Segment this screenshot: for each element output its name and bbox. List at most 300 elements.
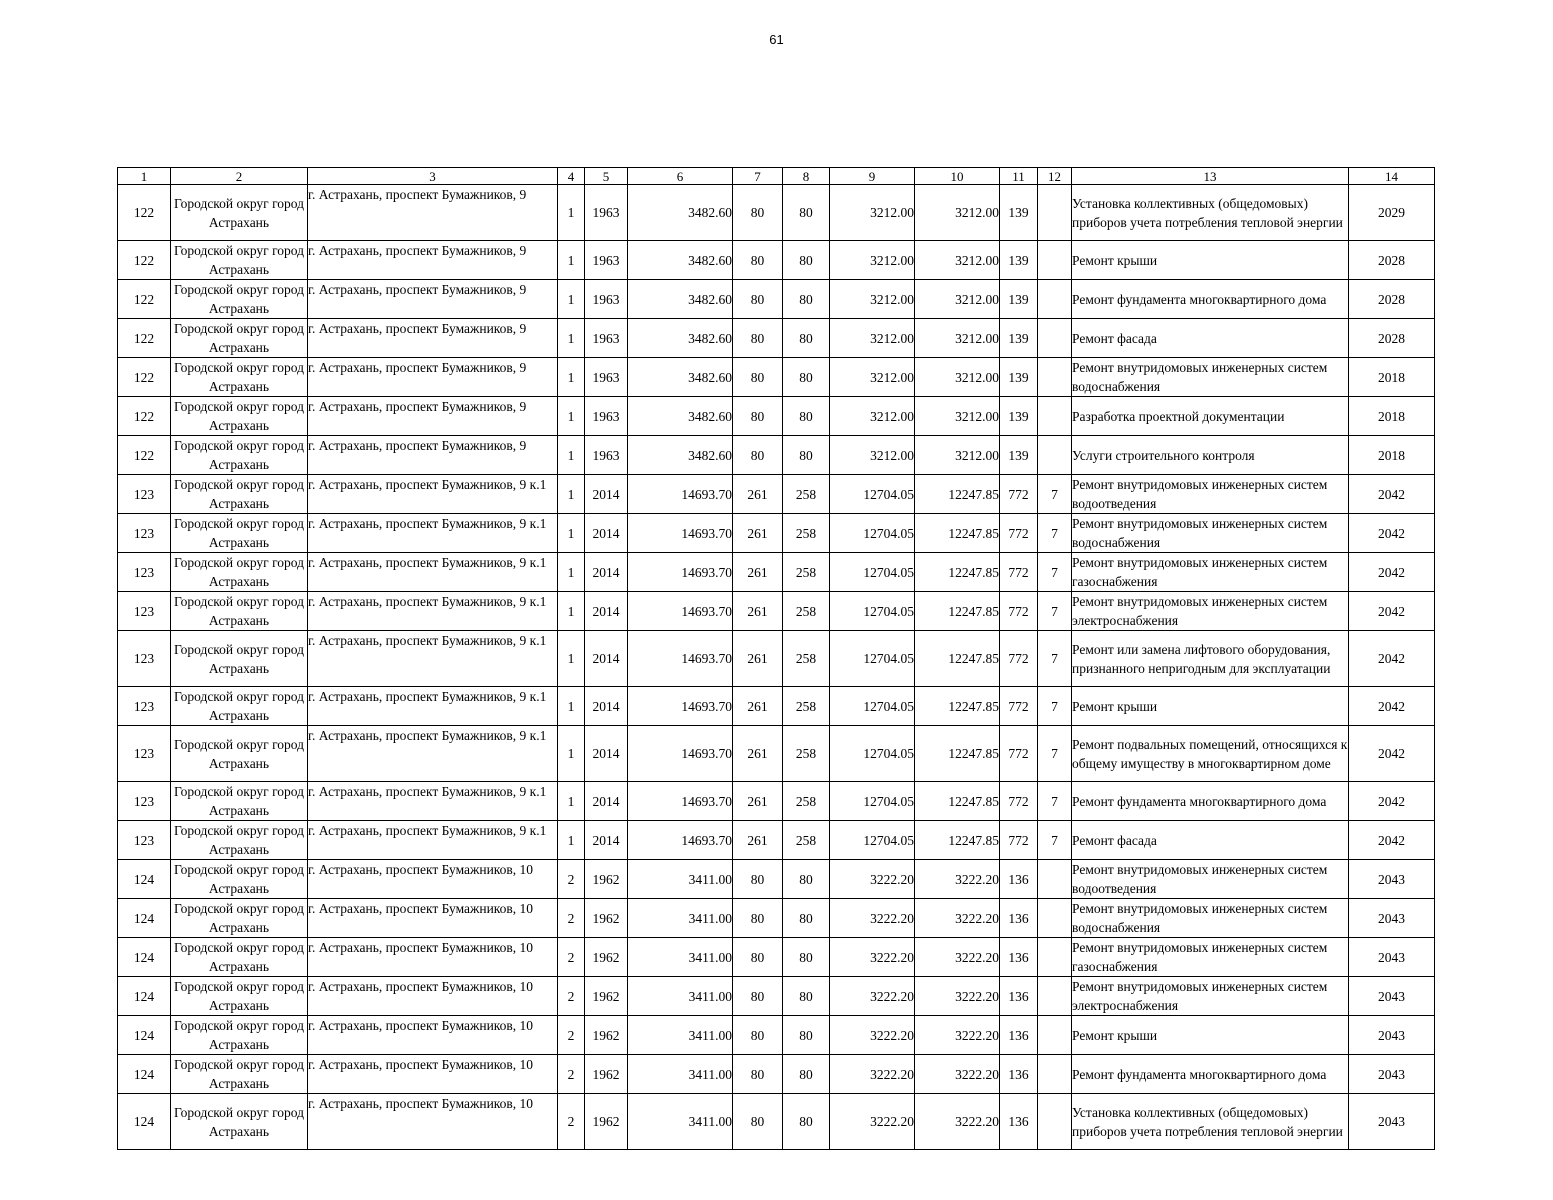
value-7-cell: 261 [733,592,783,631]
build-year-cell: 1963 [585,436,628,475]
area-9-cell: 3222.20 [830,860,915,899]
total-area-cell: 14693.70 [628,687,733,726]
planned-year-cell: 2042 [1349,592,1435,631]
area-9-cell: 12704.05 [830,475,915,514]
residents-count-cell: 139 [1000,436,1038,475]
build-year-cell: 2014 [585,514,628,553]
area-10-cell: 12247.85 [915,687,1000,726]
area-9-cell: 3222.20 [830,1094,915,1150]
residents-count-cell: 136 [1000,1016,1038,1055]
residents-count-cell: 139 [1000,280,1038,319]
table-row [118,241,1435,280]
build-year-cell: 2014 [585,687,628,726]
planned-year-cell: 2042 [1349,475,1435,514]
area-10-cell: 12247.85 [915,592,1000,631]
table-row [118,821,1435,860]
planned-year-cell: 2043 [1349,1016,1435,1055]
floors-count-cell: 2 [558,860,585,899]
work-type-cell: Ремонт фундамента многоквартирного дома [1072,280,1349,319]
work-type-cell: Ремонт внутридомовых инженерных систем водоснабжения [1072,358,1349,397]
table-row [118,280,1435,319]
floors-count-cell: 2 [558,1094,585,1150]
column-header-4: 4 [558,168,585,185]
table-row [118,1016,1435,1055]
residents-count-cell: 772 [1000,553,1038,592]
value-12-cell: 7 [1038,514,1072,553]
value-12-cell: 7 [1038,592,1072,631]
area-9-cell: 3222.20 [830,1016,915,1055]
total-area-cell: 3482.60 [628,241,733,280]
floors-count-cell: 1 [558,280,585,319]
floors-count-cell: 1 [558,553,585,592]
work-type-cell: Ремонт или замена лифтового оборудования, признанного непригодным для эксплуатации [1072,631,1349,687]
value-12-cell [1038,358,1072,397]
row-number-cell: 124 [118,860,171,899]
total-area-cell: 3482.60 [628,358,733,397]
residents-count-cell: 139 [1000,397,1038,436]
address-cell: г. Астрахань, проспект Бумажников, 9 к.1 [308,726,558,782]
total-area-cell: 3411.00 [628,899,733,938]
build-year-cell: 1962 [585,1094,628,1150]
address-cell: г. Астрахань, проспект Бумажников, 9 [308,319,558,358]
planned-year-cell: 2028 [1349,319,1435,358]
area-9-cell: 12704.05 [830,821,915,860]
planned-year-cell: 2042 [1349,821,1435,860]
planned-year-cell: 2042 [1349,553,1435,592]
floors-count-cell: 2 [558,1055,585,1094]
value-7-cell: 80 [733,977,783,1016]
residents-count-cell: 139 [1000,358,1038,397]
table-row [118,977,1435,1016]
row-number-cell: 123 [118,631,171,687]
planned-year-cell: 2018 [1349,436,1435,475]
row-number-cell: 124 [118,938,171,977]
column-header-6: 6 [628,168,733,185]
work-type-cell: Ремонт внутридомовых инженерных систем газоснабжения [1072,938,1349,977]
value-12-cell [1038,1094,1072,1150]
capital-repair-table [117,167,1435,1150]
column-header-12: 12 [1038,168,1072,185]
area-10-cell: 3212.00 [915,397,1000,436]
address-cell: г. Астрахань, проспект Бумажников, 9 [308,436,558,475]
column-header-11: 11 [1000,168,1038,185]
address-cell: г. Астрахань, проспект Бумажников, 9 [308,358,558,397]
page-number: 61 [769,32,784,47]
address-cell: г. Астрахань, проспект Бумажников, 9 [308,280,558,319]
value-8-cell: 80 [783,1016,830,1055]
address-cell: г. Астрахань, проспект Бумажников, 10 [308,899,558,938]
area-9-cell: 12704.05 [830,782,915,821]
build-year-cell: 1962 [585,1016,628,1055]
municipality-cell: Городской округ город Астрахань [171,899,308,938]
build-year-cell: 2014 [585,553,628,592]
planned-year-cell: 2029 [1349,185,1435,241]
value-8-cell: 80 [783,1055,830,1094]
value-8-cell: 80 [783,899,830,938]
row-number-cell: 122 [118,397,171,436]
row-number-cell: 124 [118,899,171,938]
area-10-cell: 3222.20 [915,1055,1000,1094]
area-10-cell: 12247.85 [915,514,1000,553]
row-number-cell: 122 [118,358,171,397]
address-cell: г. Астрахань, проспект Бумажников, 9 [308,185,558,241]
municipality-cell: Городской округ город Астрахань [171,726,308,782]
area-9-cell: 12704.05 [830,514,915,553]
row-number-cell: 122 [118,319,171,358]
floors-count-cell: 1 [558,241,585,280]
total-area-cell: 14693.70 [628,782,733,821]
work-type-cell: Ремонт фундамента многоквартирного дома [1072,782,1349,821]
planned-year-cell: 2042 [1349,782,1435,821]
value-12-cell [1038,185,1072,241]
value-12-cell [1038,938,1072,977]
table-row [118,687,1435,726]
address-cell: г. Астрахань, проспект Бумажников, 10 [308,1094,558,1150]
municipality-cell: Городской округ город Астрахань [171,514,308,553]
municipality-cell: Городской округ город Астрахань [171,397,308,436]
total-area-cell: 3482.60 [628,436,733,475]
address-cell: г. Астрахань, проспект Бумажников, 9 к.1 [308,631,558,687]
work-type-cell: Ремонт крыши [1072,687,1349,726]
residents-count-cell: 136 [1000,1094,1038,1150]
planned-year-cell: 2043 [1349,899,1435,938]
area-10-cell: 12247.85 [915,821,1000,860]
build-year-cell: 2014 [585,782,628,821]
area-10-cell: 3212.00 [915,436,1000,475]
table-row [118,475,1435,514]
residents-count-cell: 772 [1000,687,1038,726]
value-8-cell: 80 [783,358,830,397]
work-type-cell: Ремонт внутридомовых инженерных систем газоснабжения [1072,553,1349,592]
build-year-cell: 1963 [585,280,628,319]
table-row [118,358,1435,397]
total-area-cell: 14693.70 [628,726,733,782]
area-9-cell: 3212.00 [830,358,915,397]
work-type-cell: Ремонт внутридомовых инженерных систем водоснабжения [1072,899,1349,938]
floors-count-cell: 1 [558,475,585,514]
municipality-cell: Городской округ город Астрахань [171,553,308,592]
work-type-cell: Ремонт крыши [1072,1016,1349,1055]
value-12-cell: 7 [1038,475,1072,514]
municipality-cell: Городской округ город Астрахань [171,938,308,977]
municipality-cell: Городской округ город Астрахань [171,782,308,821]
value-7-cell: 261 [733,475,783,514]
value-8-cell: 258 [783,475,830,514]
build-year-cell: 1962 [585,977,628,1016]
column-header-13: 13 [1072,168,1349,185]
address-cell: г. Астрахань, проспект Бумажников, 9 к.1 [308,592,558,631]
area-10-cell: 3222.20 [915,1016,1000,1055]
value-12-cell: 7 [1038,821,1072,860]
work-type-cell: Ремонт внутридомовых инженерных систем водоснабжения [1072,514,1349,553]
floors-count-cell: 1 [558,358,585,397]
planned-year-cell: 2018 [1349,358,1435,397]
build-year-cell: 1962 [585,1055,628,1094]
total-area-cell: 14693.70 [628,475,733,514]
total-area-cell: 3411.00 [628,860,733,899]
value-8-cell: 258 [783,782,830,821]
row-number-cell: 123 [118,726,171,782]
value-12-cell: 7 [1038,726,1072,782]
value-12-cell: 7 [1038,687,1072,726]
value-12-cell [1038,977,1072,1016]
area-10-cell: 3212.00 [915,185,1000,241]
area-10-cell: 12247.85 [915,475,1000,514]
residents-count-cell: 772 [1000,821,1038,860]
area-9-cell: 3222.20 [830,938,915,977]
row-number-cell: 124 [118,1094,171,1150]
area-10-cell: 3212.00 [915,280,1000,319]
work-type-cell: Ремонт подвальных помещений, относящихся к общему имуществу в многоквартирном доме [1072,726,1349,782]
value-7-cell: 261 [733,631,783,687]
residents-count-cell: 136 [1000,1055,1038,1094]
municipality-cell: Городской округ город Астрахань [171,475,308,514]
value-7-cell: 261 [733,687,783,726]
value-7-cell: 261 [733,514,783,553]
total-area-cell: 3482.60 [628,280,733,319]
row-number-cell: 122 [118,185,171,241]
area-10-cell: 3222.20 [915,860,1000,899]
municipality-cell: Городской округ город Астрахань [171,1055,308,1094]
residents-count-cell: 136 [1000,899,1038,938]
area-9-cell: 12704.05 [830,687,915,726]
area-9-cell: 3212.00 [830,280,915,319]
row-number-cell: 123 [118,553,171,592]
value-7-cell: 261 [733,821,783,860]
municipality-cell: Городской округ город Астрахань [171,687,308,726]
area-9-cell: 3212.00 [830,319,915,358]
table-row [118,726,1435,782]
value-7-cell: 80 [733,1094,783,1150]
municipality-cell: Городской округ город Астрахань [171,241,308,280]
row-number-cell: 123 [118,475,171,514]
planned-year-cell: 2028 [1349,280,1435,319]
value-12-cell [1038,241,1072,280]
table-row [118,860,1435,899]
floors-count-cell: 2 [558,938,585,977]
planned-year-cell: 2018 [1349,397,1435,436]
column-header-5: 5 [585,168,628,185]
work-type-cell: Ремонт внутридомовых инженерных систем электроснабжения [1072,592,1349,631]
row-number-cell: 123 [118,782,171,821]
value-7-cell: 80 [733,185,783,241]
value-8-cell: 80 [783,1094,830,1150]
address-cell: г. Астрахань, проспект Бумажников, 10 [308,1055,558,1094]
column-header-8: 8 [783,168,830,185]
floors-count-cell: 2 [558,899,585,938]
header-row [118,168,1435,185]
area-9-cell: 12704.05 [830,553,915,592]
address-cell: г. Астрахань, проспект Бумажников, 9 к.1 [308,821,558,860]
floors-count-cell: 1 [558,436,585,475]
value-7-cell: 80 [733,358,783,397]
value-12-cell: 7 [1038,782,1072,821]
planned-year-cell: 2042 [1349,631,1435,687]
value-12-cell [1038,860,1072,899]
municipality-cell: Городской округ город Астрахань [171,821,308,860]
work-type-cell: Ремонт фундамента многоквартирного дома [1072,1055,1349,1094]
total-area-cell: 3411.00 [628,1094,733,1150]
value-7-cell: 261 [733,782,783,821]
value-12-cell [1038,280,1072,319]
value-8-cell: 258 [783,553,830,592]
work-type-cell: Ремонт фасада [1072,319,1349,358]
total-area-cell: 14693.70 [628,631,733,687]
municipality-cell: Городской округ город Астрахань [171,1016,308,1055]
municipality-cell: Городской округ город Астрахань [171,280,308,319]
total-area-cell: 3482.60 [628,185,733,241]
area-10-cell: 3212.00 [915,241,1000,280]
build-year-cell: 1962 [585,860,628,899]
value-7-cell: 80 [733,436,783,475]
floors-count-cell: 2 [558,1016,585,1055]
total-area-cell: 14693.70 [628,514,733,553]
area-10-cell: 3222.20 [915,1094,1000,1150]
address-cell: г. Астрахань, проспект Бумажников, 10 [308,977,558,1016]
build-year-cell: 2014 [585,726,628,782]
row-number-cell: 122 [118,241,171,280]
planned-year-cell: 2043 [1349,1094,1435,1150]
value-8-cell: 258 [783,821,830,860]
column-header-10: 10 [915,168,1000,185]
area-9-cell: 3222.20 [830,899,915,938]
area-10-cell: 12247.85 [915,631,1000,687]
area-9-cell: 3212.00 [830,436,915,475]
residents-count-cell: 139 [1000,185,1038,241]
build-year-cell: 1963 [585,358,628,397]
row-number-cell: 124 [118,1055,171,1094]
area-9-cell: 3212.00 [830,241,915,280]
total-area-cell: 14693.70 [628,821,733,860]
value-8-cell: 80 [783,938,830,977]
value-8-cell: 80 [783,860,830,899]
residents-count-cell: 772 [1000,514,1038,553]
value-12-cell [1038,319,1072,358]
area-9-cell: 12704.05 [830,592,915,631]
address-cell: г. Астрахань, проспект Бумажников, 10 [308,860,558,899]
floors-count-cell: 1 [558,782,585,821]
table-row [118,397,1435,436]
address-cell: г. Астрахань, проспект Бумажников, 9 к.1 [308,782,558,821]
build-year-cell: 1963 [585,397,628,436]
table-row [118,185,1435,241]
residents-count-cell: 772 [1000,631,1038,687]
value-8-cell: 258 [783,687,830,726]
work-type-cell: Ремонт крыши [1072,241,1349,280]
column-header-14: 14 [1349,168,1435,185]
address-cell: г. Астрахань, проспект Бумажников, 10 [308,1016,558,1055]
total-area-cell: 14693.70 [628,592,733,631]
area-9-cell: 3222.20 [830,1055,915,1094]
row-number-cell: 123 [118,592,171,631]
row-number-cell: 123 [118,514,171,553]
value-12-cell [1038,436,1072,475]
value-7-cell: 80 [733,938,783,977]
address-cell: г. Астрахань, проспект Бумажников, 9 к.1 [308,553,558,592]
municipality-cell: Городской округ город Астрахань [171,977,308,1016]
area-9-cell: 3212.00 [830,185,915,241]
municipality-cell: Городской округ город Астрахань [171,592,308,631]
table-row [118,938,1435,977]
row-number-cell: 124 [118,977,171,1016]
work-type-cell: Разработка проектной документации [1072,397,1349,436]
planned-year-cell: 2043 [1349,938,1435,977]
area-9-cell: 3222.20 [830,977,915,1016]
municipality-cell: Городской округ город Астрахань [171,631,308,687]
column-header-1: 1 [118,168,171,185]
residents-count-cell: 772 [1000,782,1038,821]
total-area-cell: 3411.00 [628,1055,733,1094]
build-year-cell: 2014 [585,821,628,860]
municipality-cell: Городской округ город Астрахань [171,358,308,397]
build-year-cell: 1963 [585,319,628,358]
value-8-cell: 80 [783,185,830,241]
table-row [118,436,1435,475]
planned-year-cell: 2043 [1349,977,1435,1016]
area-10-cell: 3222.20 [915,938,1000,977]
residents-count-cell: 139 [1000,241,1038,280]
value-12-cell: 7 [1038,553,1072,592]
value-8-cell: 258 [783,631,830,687]
address-cell: г. Астрахань, проспект Бумажников, 9 [308,397,558,436]
total-area-cell: 3482.60 [628,397,733,436]
total-area-cell: 14693.70 [628,553,733,592]
value-7-cell: 80 [733,1016,783,1055]
row-number-cell: 123 [118,687,171,726]
municipality-cell: Городской округ город Астрахань [171,436,308,475]
area-10-cell: 12247.85 [915,782,1000,821]
address-cell: г. Астрахань, проспект Бумажников, 9 к.1 [308,514,558,553]
residents-count-cell: 772 [1000,592,1038,631]
value-8-cell: 258 [783,592,830,631]
area-9-cell: 12704.05 [830,631,915,687]
table-row [118,1094,1435,1150]
work-type-cell: Услуги строительного контроля [1072,436,1349,475]
floors-count-cell: 1 [558,726,585,782]
build-year-cell: 1963 [585,241,628,280]
value-8-cell: 80 [783,397,830,436]
table-row [118,899,1435,938]
address-cell: г. Астрахань, проспект Бумажников, 9 к.1 [308,687,558,726]
area-10-cell: 12247.85 [915,726,1000,782]
column-header-7: 7 [733,168,783,185]
work-type-cell: Ремонт внутридомовых инженерных систем водоотведения [1072,860,1349,899]
build-year-cell: 1962 [585,899,628,938]
address-cell: г. Астрахань, проспект Бумажников, 10 [308,938,558,977]
floors-count-cell: 1 [558,319,585,358]
planned-year-cell: 2042 [1349,726,1435,782]
value-7-cell: 261 [733,553,783,592]
value-8-cell: 258 [783,514,830,553]
row-number-cell: 122 [118,436,171,475]
area-10-cell: 12247.85 [915,553,1000,592]
planned-year-cell: 2042 [1349,514,1435,553]
value-8-cell: 80 [783,977,830,1016]
address-cell: г. Астрахань, проспект Бумажников, 9 [308,241,558,280]
residents-count-cell: 136 [1000,977,1038,1016]
floors-count-cell: 1 [558,592,585,631]
area-9-cell: 12704.05 [830,726,915,782]
build-year-cell: 1963 [585,185,628,241]
value-7-cell: 80 [733,280,783,319]
table-row [118,514,1435,553]
planned-year-cell: 2043 [1349,860,1435,899]
build-year-cell: 2014 [585,631,628,687]
area-10-cell: 3212.00 [915,358,1000,397]
work-type-cell: Ремонт внутридомовых инженерных систем водоотведения [1072,475,1349,514]
value-7-cell: 261 [733,726,783,782]
table-row [118,782,1435,821]
